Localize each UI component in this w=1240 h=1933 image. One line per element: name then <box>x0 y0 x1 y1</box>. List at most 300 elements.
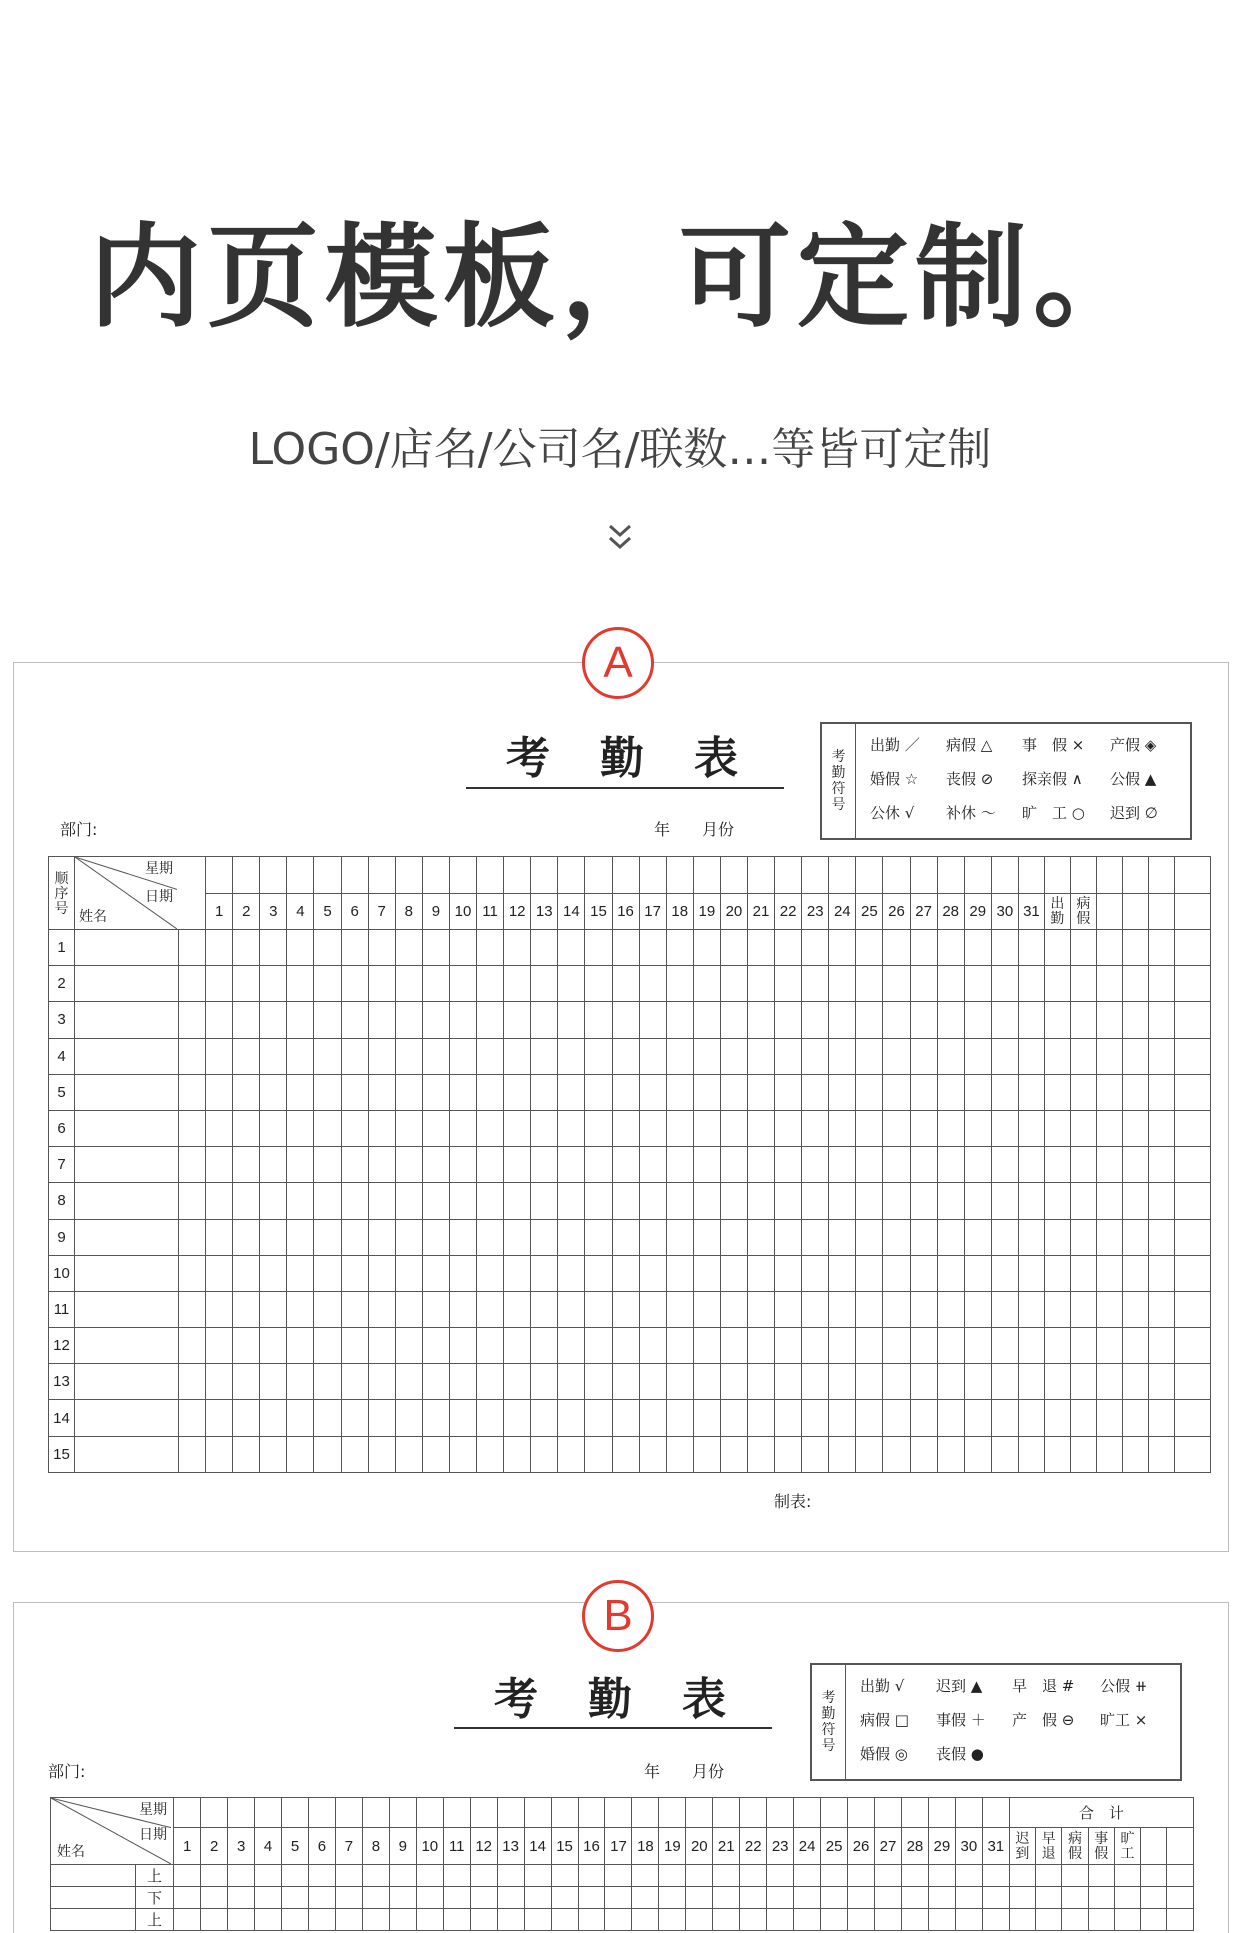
summary-cell[interactable] <box>1096 1110 1122 1146</box>
attendance-cell[interactable] <box>287 1038 314 1074</box>
attendance-cell[interactable] <box>287 1183 314 1219</box>
attendance-cell[interactable] <box>233 1400 260 1436</box>
attendance-cell[interactable] <box>287 1400 314 1436</box>
attendance-cell[interactable] <box>531 1436 558 1472</box>
attendance-cell[interactable] <box>910 930 937 966</box>
attendance-cell[interactable] <box>937 1219 964 1255</box>
summary-cell[interactable] <box>1122 930 1148 966</box>
attendance-cell[interactable] <box>639 930 666 966</box>
attendance-cell[interactable] <box>720 1364 747 1400</box>
summary-cell[interactable] <box>1044 1328 1070 1364</box>
summary-cell[interactable] <box>1018 1074 1044 1110</box>
summary-cell[interactable] <box>1122 1219 1148 1255</box>
summary-cell[interactable] <box>1070 1400 1096 1436</box>
attendance-cell[interactable] <box>287 1364 314 1400</box>
summary-cell[interactable] <box>1070 1183 1096 1219</box>
attendance-cell[interactable] <box>206 1436 233 1472</box>
attendance-cell[interactable] <box>233 1074 260 1110</box>
attendance-cell[interactable] <box>422 966 449 1002</box>
attendance-cell[interactable] <box>693 1364 720 1400</box>
attendance-cell[interactable] <box>991 930 1018 966</box>
attendance-cell[interactable] <box>233 1147 260 1183</box>
summary-cell[interactable] <box>1174 966 1210 1002</box>
attendance-cell[interactable] <box>720 1255 747 1291</box>
attendance-cell[interactable] <box>504 1436 531 1472</box>
attendance-cell[interactable] <box>206 1147 233 1183</box>
summary-cell[interactable] <box>1174 1147 1210 1183</box>
summary-cell[interactable] <box>1174 930 1210 966</box>
summary-cell[interactable] <box>1174 1291 1210 1327</box>
attendance-cell[interactable] <box>747 966 774 1002</box>
attendance-cell[interactable] <box>341 930 368 966</box>
summary-cell[interactable] <box>1114 1865 1140 1887</box>
attendance-cell[interactable] <box>829 1147 856 1183</box>
attendance-cell[interactable] <box>422 1219 449 1255</box>
summary-cell[interactable] <box>1122 1038 1148 1074</box>
attendance-cell[interactable] <box>612 1147 639 1183</box>
attendance-cell[interactable] <box>287 1002 314 1038</box>
attendance-cell[interactable] <box>883 966 910 1002</box>
attendance-cell[interactable] <box>910 1255 937 1291</box>
summary-cell[interactable] <box>1122 1074 1148 1110</box>
attendance-cell[interactable] <box>504 1183 531 1219</box>
attendance-cell[interactable] <box>910 1074 937 1110</box>
attendance-cell[interactable] <box>848 1887 875 1909</box>
attendance-cell[interactable] <box>856 1400 883 1436</box>
attendance-cell[interactable] <box>910 1436 937 1472</box>
attendance-cell[interactable] <box>341 1436 368 1472</box>
attendance-cell[interactable] <box>531 966 558 1002</box>
attendance-cell[interactable] <box>206 1364 233 1400</box>
attendance-cell[interactable] <box>639 1219 666 1255</box>
attendance-cell[interactable] <box>666 930 693 966</box>
attendance-cell[interactable] <box>531 1219 558 1255</box>
attendance-cell[interactable] <box>449 1255 476 1291</box>
attendance-cell[interactable] <box>206 1291 233 1327</box>
summary-cell[interactable] <box>1096 1255 1122 1291</box>
attendance-cell[interactable] <box>720 966 747 1002</box>
attendance-cell[interactable] <box>883 930 910 966</box>
attendance-cell[interactable] <box>422 1183 449 1219</box>
attendance-cell[interactable] <box>422 930 449 966</box>
attendance-cell[interactable] <box>416 1887 443 1909</box>
attendance-cell[interactable] <box>693 1291 720 1327</box>
attendance-cell[interactable] <box>260 1074 287 1110</box>
attendance-cell[interactable] <box>775 1183 802 1219</box>
summary-cell[interactable] <box>1044 1436 1070 1472</box>
attendance-cell[interactable] <box>314 1074 341 1110</box>
attendance-cell[interactable] <box>883 1400 910 1436</box>
attendance-cell[interactable] <box>524 1887 551 1909</box>
summary-cell[interactable] <box>1018 1328 1044 1364</box>
attendance-cell[interactable] <box>524 1865 551 1887</box>
name-cell[interactable] <box>75 1219 179 1255</box>
summary-cell[interactable] <box>1174 1074 1210 1110</box>
name-cell[interactable] <box>75 1436 179 1472</box>
attendance-cell[interactable] <box>693 930 720 966</box>
attendance-cell[interactable] <box>558 1364 585 1400</box>
attendance-cell[interactable] <box>639 1110 666 1146</box>
attendance-cell[interactable] <box>531 1183 558 1219</box>
attendance-cell[interactable] <box>395 1110 422 1146</box>
attendance-cell[interactable] <box>314 1400 341 1436</box>
summary-cell[interactable] <box>1174 1110 1210 1146</box>
attendance-cell[interactable] <box>720 930 747 966</box>
attendance-cell[interactable] <box>314 1002 341 1038</box>
attendance-cell[interactable] <box>206 1328 233 1364</box>
attendance-cell[interactable] <box>937 1255 964 1291</box>
attendance-cell[interactable] <box>639 1002 666 1038</box>
attendance-cell[interactable] <box>910 1219 937 1255</box>
attendance-cell[interactable] <box>477 1436 504 1472</box>
attendance-cell[interactable] <box>605 1887 632 1909</box>
attendance-cell[interactable] <box>341 1038 368 1074</box>
attendance-cell[interactable] <box>991 966 1018 1002</box>
attendance-cell[interactable] <box>477 1110 504 1146</box>
attendance-cell[interactable] <box>558 966 585 1002</box>
attendance-cell[interactable] <box>910 1183 937 1219</box>
attendance-cell[interactable] <box>928 1865 955 1887</box>
summary-cell[interactable] <box>1122 1364 1148 1400</box>
attendance-cell[interactable] <box>910 966 937 1002</box>
attendance-cell[interactable] <box>964 1074 991 1110</box>
attendance-cell[interactable] <box>693 1074 720 1110</box>
attendance-cell[interactable] <box>260 966 287 1002</box>
attendance-cell[interactable] <box>531 1147 558 1183</box>
attendance-cell[interactable] <box>883 1002 910 1038</box>
attendance-cell[interactable] <box>179 1074 206 1110</box>
attendance-cell[interactable] <box>747 1074 774 1110</box>
summary-cell[interactable] <box>1148 1364 1174 1400</box>
attendance-cell[interactable] <box>937 1002 964 1038</box>
summary-cell[interactable] <box>1070 1219 1096 1255</box>
attendance-cell[interactable] <box>910 1400 937 1436</box>
summary-cell[interactable] <box>1096 1038 1122 1074</box>
attendance-cell[interactable] <box>829 1328 856 1364</box>
attendance-cell[interactable] <box>937 1328 964 1364</box>
attendance-cell[interactable] <box>578 1887 605 1909</box>
attendance-cell[interactable] <box>368 1255 395 1291</box>
attendance-cell[interactable] <box>632 1887 659 1909</box>
attendance-cell[interactable] <box>314 1219 341 1255</box>
attendance-cell[interactable] <box>449 930 476 966</box>
attendance-cell[interactable] <box>504 1328 531 1364</box>
attendance-cell[interactable] <box>802 1436 829 1472</box>
summary-cell[interactable] <box>1044 966 1070 1002</box>
attendance-cell[interactable] <box>720 1400 747 1436</box>
attendance-cell[interactable] <box>477 1328 504 1364</box>
attendance-cell[interactable] <box>585 1328 612 1364</box>
summary-cell[interactable] <box>1018 1183 1044 1219</box>
attendance-cell[interactable] <box>449 966 476 1002</box>
attendance-cell[interactable] <box>477 1074 504 1110</box>
summary-cell[interactable] <box>1096 1183 1122 1219</box>
attendance-cell[interactable] <box>693 1436 720 1472</box>
attendance-cell[interactable] <box>558 1219 585 1255</box>
attendance-cell[interactable] <box>260 1038 287 1074</box>
attendance-cell[interactable] <box>477 1364 504 1400</box>
summary-cell[interactable] <box>1070 1147 1096 1183</box>
attendance-cell[interactable] <box>802 1002 829 1038</box>
attendance-cell[interactable] <box>991 1328 1018 1364</box>
summary-cell[interactable] <box>1096 1400 1122 1436</box>
summary-cell[interactable] <box>1018 1291 1044 1327</box>
attendance-cell[interactable] <box>443 1865 470 1887</box>
summary-cell[interactable] <box>1044 1183 1070 1219</box>
attendance-cell[interactable] <box>233 1038 260 1074</box>
attendance-cell[interactable] <box>558 1183 585 1219</box>
attendance-cell[interactable] <box>449 1219 476 1255</box>
summary-cell[interactable] <box>1096 1074 1122 1110</box>
attendance-cell[interactable] <box>314 1147 341 1183</box>
attendance-cell[interactable] <box>991 1255 1018 1291</box>
attendance-cell[interactable] <box>422 1328 449 1364</box>
attendance-cell[interactable] <box>504 1219 531 1255</box>
summary-cell[interactable] <box>1122 1291 1148 1327</box>
attendance-cell[interactable] <box>585 1183 612 1219</box>
attendance-cell[interactable] <box>309 1887 336 1909</box>
attendance-cell[interactable] <box>585 1002 612 1038</box>
attendance-cell[interactable] <box>666 1038 693 1074</box>
attendance-cell[interactable] <box>639 966 666 1002</box>
attendance-cell[interactable] <box>937 1183 964 1219</box>
attendance-cell[interactable] <box>775 1147 802 1183</box>
attendance-cell[interactable] <box>233 1364 260 1400</box>
attendance-cell[interactable] <box>341 1147 368 1183</box>
attendance-cell[interactable] <box>910 1038 937 1074</box>
attendance-cell[interactable] <box>449 1074 476 1110</box>
attendance-cell[interactable] <box>775 1364 802 1400</box>
summary-cell[interactable] <box>1122 1400 1148 1436</box>
attendance-cell[interactable] <box>470 1865 497 1887</box>
attendance-cell[interactable] <box>287 966 314 1002</box>
attendance-cell[interactable] <box>612 1291 639 1327</box>
attendance-cell[interactable] <box>497 1865 524 1887</box>
attendance-cell[interactable] <box>829 930 856 966</box>
attendance-cell[interactable] <box>497 1887 524 1909</box>
name-cell[interactable] <box>75 1110 179 1146</box>
attendance-cell[interactable] <box>282 1865 309 1887</box>
summary-cell[interactable] <box>1044 1400 1070 1436</box>
attendance-cell[interactable] <box>422 1074 449 1110</box>
summary-cell[interactable] <box>1174 1328 1210 1364</box>
summary-cell[interactable] <box>1018 1110 1044 1146</box>
attendance-cell[interactable] <box>260 1364 287 1400</box>
attendance-cell[interactable] <box>179 1038 206 1074</box>
attendance-cell[interactable] <box>639 1255 666 1291</box>
attendance-cell[interactable] <box>449 1364 476 1400</box>
attendance-cell[interactable] <box>740 1865 767 1887</box>
attendance-cell[interactable] <box>639 1436 666 1472</box>
name-cell[interactable] <box>75 1147 179 1183</box>
summary-cell[interactable] <box>1114 1887 1140 1909</box>
attendance-cell[interactable] <box>206 1183 233 1219</box>
attendance-cell[interactable] <box>693 1255 720 1291</box>
attendance-cell[interactable] <box>368 1364 395 1400</box>
summary-cell[interactable] <box>1070 1291 1096 1327</box>
attendance-cell[interactable] <box>693 966 720 1002</box>
attendance-cell[interactable] <box>395 1074 422 1110</box>
attendance-cell[interactable] <box>531 1400 558 1436</box>
attendance-cell[interactable] <box>693 1219 720 1255</box>
attendance-cell[interactable] <box>612 1255 639 1291</box>
attendance-cell[interactable] <box>856 1364 883 1400</box>
attendance-cell[interactable] <box>504 1074 531 1110</box>
attendance-cell[interactable] <box>260 1002 287 1038</box>
attendance-cell[interactable] <box>422 1291 449 1327</box>
attendance-cell[interactable] <box>693 1328 720 1364</box>
attendance-cell[interactable] <box>255 1887 282 1909</box>
attendance-cell[interactable] <box>422 1436 449 1472</box>
attendance-cell[interactable] <box>179 1002 206 1038</box>
name-cell[interactable] <box>75 1038 179 1074</box>
attendance-cell[interactable] <box>802 966 829 1002</box>
name-cell[interactable] <box>75 1364 179 1400</box>
summary-cell[interactable] <box>1122 966 1148 1002</box>
attendance-cell[interactable] <box>179 1255 206 1291</box>
attendance-cell[interactable] <box>233 1002 260 1038</box>
attendance-cell[interactable] <box>747 1400 774 1436</box>
attendance-cell[interactable] <box>964 1219 991 1255</box>
attendance-cell[interactable] <box>368 1400 395 1436</box>
attendance-cell[interactable] <box>666 1074 693 1110</box>
attendance-cell[interactable] <box>883 1074 910 1110</box>
attendance-cell[interactable] <box>829 966 856 1002</box>
attendance-cell[interactable] <box>585 1147 612 1183</box>
summary-cell[interactable] <box>1148 1183 1174 1219</box>
attendance-cell[interactable] <box>558 1110 585 1146</box>
attendance-cell[interactable] <box>937 1074 964 1110</box>
attendance-cell[interactable] <box>775 1255 802 1291</box>
attendance-cell[interactable] <box>389 1887 416 1909</box>
attendance-cell[interactable] <box>179 1110 206 1146</box>
attendance-cell[interactable] <box>666 1255 693 1291</box>
summary-cell[interactable] <box>1148 1147 1174 1183</box>
attendance-cell[interactable] <box>856 1110 883 1146</box>
attendance-cell[interactable] <box>558 1400 585 1436</box>
attendance-cell[interactable] <box>964 1147 991 1183</box>
attendance-cell[interactable] <box>910 1147 937 1183</box>
attendance-cell[interactable] <box>666 1436 693 1472</box>
attendance-cell[interactable] <box>449 1183 476 1219</box>
attendance-cell[interactable] <box>740 1887 767 1909</box>
attendance-cell[interactable] <box>693 1110 720 1146</box>
attendance-cell[interactable] <box>829 1002 856 1038</box>
attendance-cell[interactable] <box>449 1147 476 1183</box>
attendance-cell[interactable] <box>233 1436 260 1472</box>
attendance-cell[interactable] <box>395 1364 422 1400</box>
attendance-cell[interactable] <box>255 1865 282 1887</box>
attendance-cell[interactable] <box>341 1110 368 1146</box>
attendance-cell[interactable] <box>362 1865 389 1887</box>
summary-cell[interactable] <box>1070 966 1096 1002</box>
attendance-cell[interactable] <box>666 1183 693 1219</box>
attendance-cell[interactable] <box>228 1865 255 1887</box>
attendance-cell[interactable] <box>449 1002 476 1038</box>
attendance-cell[interactable] <box>991 1183 1018 1219</box>
attendance-cell[interactable] <box>612 1074 639 1110</box>
attendance-cell[interactable] <box>693 1183 720 1219</box>
attendance-cell[interactable] <box>856 1291 883 1327</box>
attendance-cell[interactable] <box>639 1400 666 1436</box>
attendance-cell[interactable] <box>964 1436 991 1472</box>
name-cell[interactable] <box>75 1328 179 1364</box>
attendance-cell[interactable] <box>747 1219 774 1255</box>
attendance-cell[interactable] <box>179 1364 206 1400</box>
attendance-cell[interactable] <box>802 1183 829 1219</box>
summary-cell[interactable] <box>1036 1887 1062 1909</box>
attendance-cell[interactable] <box>395 930 422 966</box>
attendance-cell[interactable] <box>612 930 639 966</box>
attendance-cell[interactable] <box>821 1865 848 1887</box>
summary-cell[interactable] <box>1070 1328 1096 1364</box>
attendance-cell[interactable] <box>422 1110 449 1146</box>
attendance-cell[interactable] <box>829 1219 856 1255</box>
summary-cell[interactable] <box>1148 930 1174 966</box>
attendance-cell[interactable] <box>821 1887 848 1909</box>
attendance-cell[interactable] <box>260 1436 287 1472</box>
attendance-cell[interactable] <box>747 1436 774 1472</box>
attendance-cell[interactable] <box>395 1038 422 1074</box>
attendance-cell[interactable] <box>720 1074 747 1110</box>
attendance-cell[interactable] <box>585 1364 612 1400</box>
summary-cell[interactable] <box>1167 1887 1194 1909</box>
attendance-cell[interactable] <box>666 1002 693 1038</box>
name-cell[interactable] <box>75 1183 179 1219</box>
attendance-cell[interactable] <box>720 1291 747 1327</box>
summary-cell[interactable] <box>1096 966 1122 1002</box>
summary-cell[interactable] <box>1018 1436 1044 1472</box>
attendance-cell[interactable] <box>964 1110 991 1146</box>
attendance-cell[interactable] <box>335 1865 362 1887</box>
attendance-cell[interactable] <box>829 1110 856 1146</box>
attendance-cell[interactable] <box>612 1002 639 1038</box>
attendance-cell[interactable] <box>449 1436 476 1472</box>
attendance-cell[interactable] <box>174 1865 201 1887</box>
attendance-cell[interactable] <box>206 1074 233 1110</box>
summary-cell[interactable] <box>1018 1400 1044 1436</box>
attendance-cell[interactable] <box>422 1364 449 1400</box>
attendance-cell[interactable] <box>443 1887 470 1909</box>
attendance-cell[interactable] <box>422 1002 449 1038</box>
attendance-cell[interactable] <box>335 1887 362 1909</box>
attendance-cell[interactable] <box>174 1887 201 1909</box>
summary-cell[interactable] <box>1018 1219 1044 1255</box>
attendance-cell[interactable] <box>201 1865 228 1887</box>
attendance-cell[interactable] <box>612 1038 639 1074</box>
attendance-cell[interactable] <box>504 1038 531 1074</box>
attendance-cell[interactable] <box>179 966 206 1002</box>
attendance-cell[interactable] <box>964 1291 991 1327</box>
attendance-cell[interactable] <box>395 1219 422 1255</box>
attendance-cell[interactable] <box>531 1255 558 1291</box>
attendance-cell[interactable] <box>713 1887 740 1909</box>
attendance-cell[interactable] <box>531 1364 558 1400</box>
attendance-cell[interactable] <box>558 1255 585 1291</box>
summary-cell[interactable] <box>1070 1436 1096 1472</box>
attendance-cell[interactable] <box>422 1255 449 1291</box>
attendance-cell[interactable] <box>991 1219 1018 1255</box>
attendance-cell[interactable] <box>558 1002 585 1038</box>
summary-cell[interactable] <box>1070 1038 1096 1074</box>
attendance-cell[interactable] <box>179 1436 206 1472</box>
attendance-cell[interactable] <box>720 1147 747 1183</box>
attendance-cell[interactable] <box>639 1291 666 1327</box>
summary-cell[interactable] <box>1122 1002 1148 1038</box>
summary-cell[interactable] <box>1044 1291 1070 1327</box>
attendance-cell[interactable] <box>720 1219 747 1255</box>
attendance-cell[interactable] <box>856 1328 883 1364</box>
